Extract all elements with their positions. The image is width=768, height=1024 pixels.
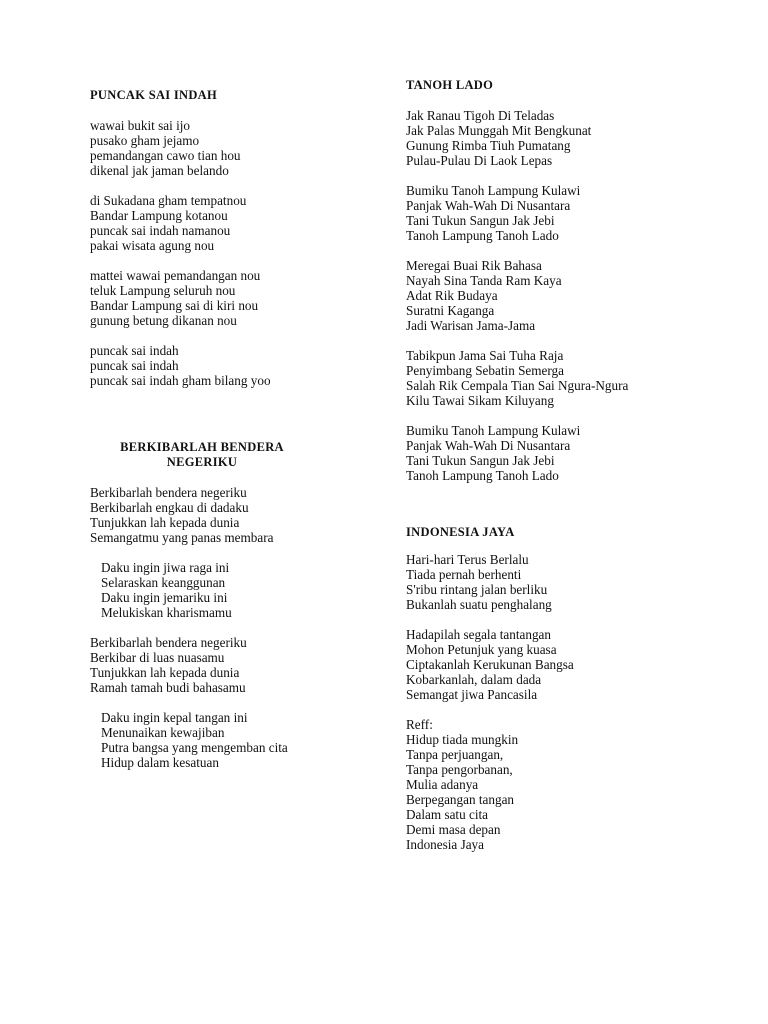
lyric-line: Semangat jiwa Pancasila [406, 687, 538, 702]
lyric-line: Tani Tukun Sangun Jak Jebi [406, 213, 555, 228]
lyric-line: Tanpa perjuangan, [406, 747, 504, 762]
lyric-line: Indonesia Jaya [406, 837, 484, 852]
stanza [90, 343, 315, 388]
lyric-line: Pulau-Pulau Di Laok Lepas [406, 153, 553, 168]
lyric-line: Berkibarlah bendera negeriku [90, 635, 247, 650]
song-title-berkibarlah-line1: BERKIBARLAH BENDERA [120, 440, 284, 454]
lyric-line: puncak sai indah namanou [90, 223, 231, 238]
lyric-line: teluk Lampung seluruh nou [90, 283, 236, 298]
lyric-line: Adat Rik Budaya [406, 288, 498, 303]
lyric-line: Bandar Lampung kotanou [90, 208, 228, 223]
lyric-line: wawai bukit sai ijo [90, 118, 190, 133]
lyric-line: Tunjukkan lah kepada dunia [90, 515, 240, 530]
lyric-line: Nayah Sina Tanda Ram Kaya [406, 273, 562, 288]
lyric-line: Bumiku Tanoh Lampung Kulawi [406, 423, 581, 438]
song-title-indonesia-jaya: INDONESIA JAYA [406, 525, 515, 539]
stanza [406, 183, 706, 243]
left-column [90, 88, 315, 770]
lyric-line: Semangatmu yang panas membara [90, 530, 274, 545]
lyric-line: Jak Palas Munggah Mit Bengkunat [406, 123, 592, 138]
lyric-line: Ciptakanlah Kerukunan Bangsa [406, 657, 574, 672]
stanza [406, 258, 706, 333]
lyric-line: Dalam satu cita [406, 807, 489, 822]
lyric-line: Demi masa depan [406, 822, 501, 837]
lyric-line: dikenal jak jaman belando [90, 163, 229, 178]
reff-label: Reff: [406, 717, 433, 732]
lyric-line: Tanoh Lampung Tanoh Lado [406, 228, 559, 243]
song-title-tanoh-lado: TANOH LADO [406, 78, 494, 92]
stanza [406, 108, 706, 168]
lyric-line: Tani Tukun Sangun Jak Jebi [406, 453, 555, 468]
lyric-line: Berkibarlah engkau di dadaku [90, 500, 249, 515]
lyric-line: Panjak Wah-Wah Di Nusantara [406, 198, 571, 213]
lyric-line: pusako gham jejamo [90, 133, 200, 148]
lyric-line: Kilu Tawai Sikam Kiluyang [406, 393, 554, 408]
lyric-line: pemandangan cawo tian hou [90, 148, 241, 163]
lyric-line: pakai wisata agung nou [90, 238, 215, 253]
song-title-berkibarlah-line2: NEGERIKU [166, 455, 238, 469]
lyric-line: Tabikpun Jama Sai Tuha Raja [406, 348, 564, 363]
right-column [406, 78, 706, 852]
lyric-line: Jak Ranau Tigoh Di Teladas [406, 108, 555, 123]
lyric-line: gunung betung dikanan nou [90, 313, 237, 328]
lyric-line: Bandar Lampung sai di kiri nou [90, 298, 259, 313]
stanza [406, 348, 706, 408]
stanza [90, 485, 315, 545]
lyric-line: Penyimbang Sebatin Semerga [406, 363, 564, 378]
lyric-line: Hari-hari Terus Berlalu [406, 552, 529, 567]
lyric-line: Hidup tiada mungkin [406, 732, 519, 747]
lyric-line: Panjak Wah-Wah Di Nusantara [406, 438, 571, 453]
lyric-line: Melukiskan kharismamu [101, 605, 232, 620]
lyric-line: Ramah tamah budi bahasamu [90, 680, 246, 695]
lyric-line: Bumiku Tanoh Lampung Kulawi [406, 183, 581, 198]
lyric-line: Mulia adanya [406, 777, 479, 792]
lyric-line: Menunaikan kewajiban [101, 725, 225, 740]
lyric-line: puncak sai indah [90, 343, 179, 358]
stanza [90, 193, 315, 253]
lyric-line: Tanpa pengorbanan, [406, 762, 513, 777]
song-title-puncak-sai-indah: PUNCAK SAI INDAH [90, 88, 218, 102]
lyric-line: mattei wawai pemandangan nou [90, 268, 261, 283]
lyric-line: Tunjukkan lah kepada dunia [90, 665, 240, 680]
stanza [406, 552, 706, 612]
lyric-line: Berkibarlah bendera negeriku [90, 485, 247, 500]
lyric-line: Jadi Warisan Jama-Jama [406, 318, 536, 333]
lyric-line: Tiada pernah berhenti [406, 567, 522, 582]
lyric-line: Suratni Kaganga [406, 303, 495, 318]
stanza [90, 560, 315, 620]
stanza [90, 635, 315, 695]
lyric-line: Berpegangan tangan [406, 792, 515, 807]
stanza [406, 423, 706, 483]
lyric-line: Kobarkanlah, dalam dada [406, 672, 542, 687]
lyric-line: Mohon Petunjuk yang kuasa [406, 642, 557, 657]
lyric-line: Tanoh Lampung Tanoh Lado [406, 468, 559, 483]
lyric-line: Selaraskan keanggunan [101, 575, 226, 590]
lyric-line: Daku ingin kepal tangan ini [101, 710, 248, 725]
lyric-line: Daku ingin jiwa raga ini [101, 560, 230, 575]
lyric-line: puncak sai indah gham bilang yoo [90, 373, 271, 388]
lyric-line: Daku ingin jemariku ini [101, 590, 228, 605]
lyric-line: Hadapilah segala tantangan [406, 627, 551, 642]
lyric-line: Salah Rik Cempala Tian Sai Ngura-Ngura [406, 378, 629, 393]
stanza [90, 268, 315, 328]
lyric-line: S'ribu rintang jalan berliku [406, 582, 548, 597]
lyric-line: puncak sai indah [90, 358, 179, 373]
lyric-line: di Sukadana gham tempatnou [90, 193, 247, 208]
stanza [90, 710, 315, 770]
lyric-line: Berkibar di luas nuasamu [90, 650, 225, 665]
lyric-line: Bukanlah suatu penghalang [406, 597, 552, 612]
stanza [406, 627, 706, 702]
stanza [90, 118, 315, 178]
lyric-line: Gunung Rimba Tiuh Pumatang [406, 138, 571, 153]
stanza [406, 717, 706, 852]
lyric-line: Putra bangsa yang mengemban cita [101, 740, 288, 755]
lyric-line: Hidup dalam kesatuan [101, 755, 219, 770]
lyric-line: Meregai Buai Rik Bahasa [406, 258, 542, 273]
